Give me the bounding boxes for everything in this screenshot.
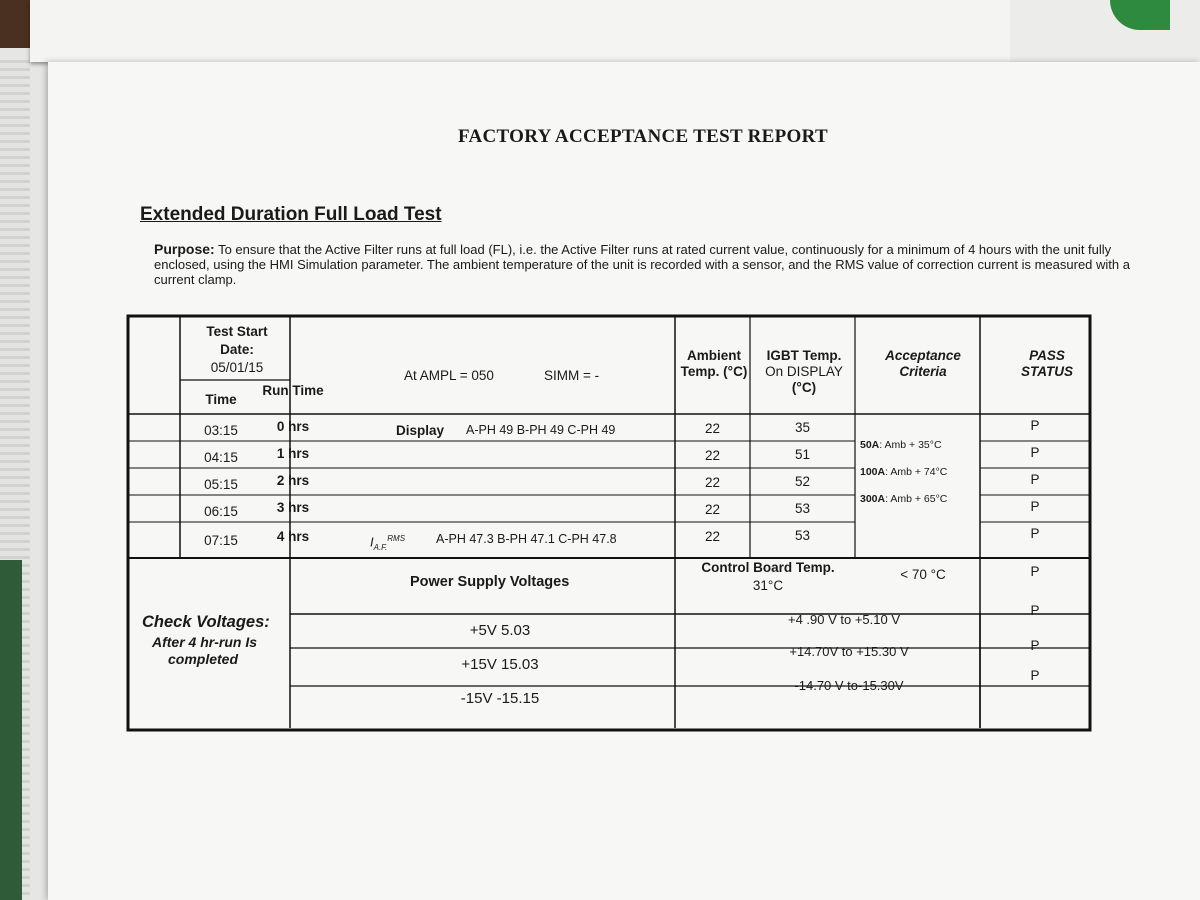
row-time: 03:15	[204, 423, 238, 438]
criteria-item	[860, 493, 947, 505]
igbt-header-2: On DISPLAY	[765, 364, 843, 379]
top-paper-sheet	[30, 0, 1020, 62]
criteria-item	[860, 439, 942, 451]
check-voltages-label: Check Voltages:	[142, 613, 270, 631]
voltage-reading: +5V 5.03	[469, 622, 531, 639]
pass-header-1: PASS	[1029, 348, 1065, 363]
criteria-text: : Amb + 35°C	[879, 439, 942, 451]
criteria-amp: 50A	[860, 439, 880, 451]
control-board-criteria: < 70 °C	[900, 567, 946, 582]
iaf-superscript: RMS	[387, 534, 406, 543]
iaf-label: I	[370, 534, 374, 550]
criteria-text: : Amb + 65°C	[885, 493, 948, 505]
control-board-status: P	[1030, 564, 1040, 579]
voltage-status: P	[1030, 603, 1040, 618]
row-run: 1 hrs	[276, 446, 310, 461]
criteria-text: : Amb + 74°C	[885, 466, 948, 478]
iaf-subscript: A.F.	[373, 542, 388, 552]
purpose-paragraph	[154, 242, 1154, 287]
voltage-criteria: +14.70V to +15.30 V	[789, 644, 909, 659]
purpose-label: Purpose:	[154, 241, 215, 257]
row-status: P	[1030, 499, 1040, 514]
voltage-reading: -15V -15.15	[460, 690, 540, 707]
control-board-label: Control Board Temp.	[701, 560, 835, 575]
row-run: 2 hrs	[276, 473, 310, 488]
pass-header-2: STATUS	[1021, 364, 1073, 379]
time-header: Time	[205, 392, 237, 407]
igbt-header-1: IGBT Temp.	[766, 348, 842, 363]
row-run: 4 hrs	[276, 529, 310, 544]
criteria-amp: 100A	[860, 466, 886, 478]
criteria-item	[860, 466, 947, 478]
row-igbt: 53	[794, 501, 811, 516]
acceptance-header-1: Acceptance	[885, 348, 961, 363]
row-igbt: 52	[794, 474, 811, 489]
voltage-status: P	[1030, 638, 1040, 653]
run-time-header: Run Time	[262, 383, 324, 398]
row-status: P	[1030, 418, 1040, 433]
test-title: Extended Duration Full Load Test	[140, 204, 442, 225]
power-supply-label: Power Supply Voltages	[410, 574, 570, 590]
row-ambient: 22	[704, 421, 721, 436]
ampl-label: At AMPL = 050	[404, 368, 494, 383]
control-board-value: 31°C	[752, 578, 784, 593]
simm-label: SIMM = -	[544, 368, 600, 383]
criteria-amp: 300A	[860, 493, 886, 505]
voltage-criteria: +4 .90 V to +5.10 V	[787, 612, 901, 627]
report-page	[48, 62, 1200, 900]
row-time: 07:15	[204, 533, 238, 548]
row-ambient: 22	[704, 529, 721, 544]
report-title: FACTORY ACCEPTANCE TEST REPORT	[458, 126, 828, 147]
row-time: 05:15	[204, 477, 238, 492]
voltage-status: P	[1030, 668, 1040, 683]
row-status: P	[1030, 526, 1040, 541]
check-voltages-sub-2: completed	[168, 651, 239, 667]
row-ambient: 22	[704, 502, 721, 517]
row-status: P	[1030, 445, 1040, 460]
row-time: 04:15	[204, 450, 238, 465]
row-run: 3 hrs	[276, 500, 310, 515]
iaf-symbol	[370, 534, 405, 552]
ambient-header: Ambient Temp. (°C)	[680, 348, 748, 379]
purpose-text: To ensure that the Active Filter runs at full load (FL), i.e. the Active Filter runs at rated current value, continuously for a minimum of 4 hours with the unit fully enclosed, using the HMI Simulation parameter. The ambient temperature of the unit is recorded with a sensor, and the RMS value of correction current is measured with a current clamp.	[154, 242, 1130, 287]
row-time: 06:15	[204, 504, 238, 519]
row-run: 0 hrs	[276, 419, 310, 434]
acceptance-header-2: Criteria	[899, 364, 947, 379]
display-label: Display	[396, 423, 445, 438]
row-igbt: 53	[794, 528, 811, 543]
row-status: P	[1030, 472, 1040, 487]
test-start-label: Test Start	[206, 324, 268, 339]
row-igbt: 35	[794, 420, 811, 435]
row-ambient: 22	[704, 475, 721, 490]
display-values: A-PH 49 B-PH 49 C-PH 49	[466, 423, 616, 437]
voltage-reading: +15V 15.03	[461, 656, 539, 673]
date-label: Date:	[220, 342, 254, 357]
row-igbt: 51	[794, 447, 811, 462]
iaf-values: A-PH 47.3 B-PH 47.1 C-PH 47.8	[436, 532, 617, 546]
igbt-header-3: (°C)	[791, 380, 817, 395]
date-value: 05/01/15	[210, 360, 264, 375]
row-ambient: 22	[704, 448, 721, 463]
check-voltages-sub-1: After 4 hr-run Is	[152, 634, 258, 650]
green-folder-edge	[0, 560, 22, 900]
voltage-criteria: -14.70 V to-15.30V	[794, 678, 904, 693]
